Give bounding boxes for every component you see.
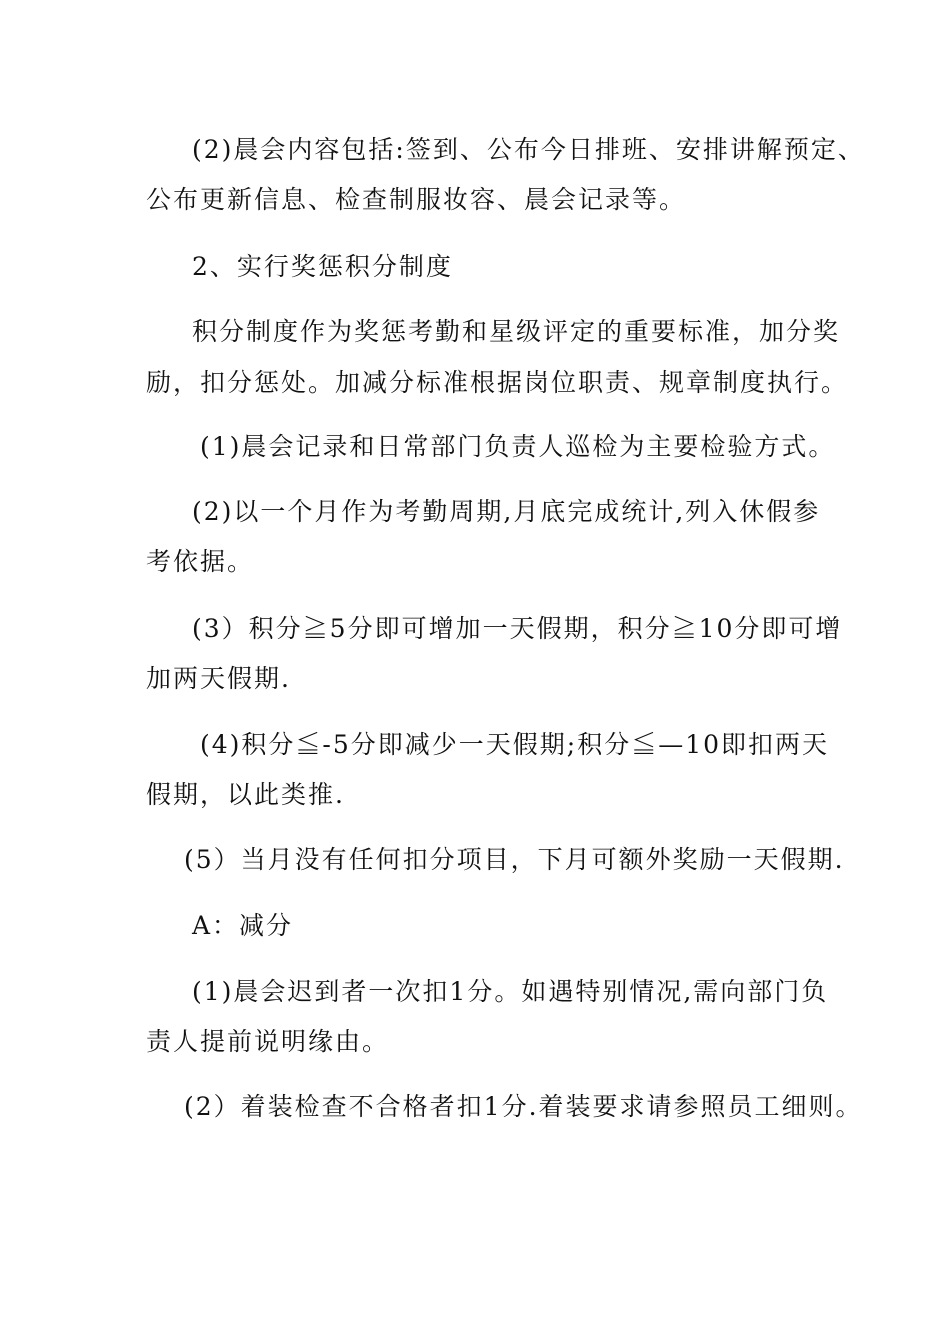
text-line: (5）当月没有任何扣分项目，下月可额外奖励一天假期. xyxy=(184,845,845,874)
text-line: (2)以一个月作为考勤周期,月底完成统计,列入休假参 xyxy=(192,497,821,526)
text-line: 励，扣分惩处。加减分标准根据岗位职责、规章制度执行。 xyxy=(146,368,849,397)
text-line: (4)积分≦-5分即减少一天假期;积分≦—10即扣两天 xyxy=(200,730,830,759)
text-line: 积分制度作为奖惩考勤和星级评定的重要标准，加分奖 xyxy=(192,317,841,346)
text-line: (2)晨会内容包括:签到、公布今日排班、安排讲解预定、 xyxy=(192,135,865,164)
text-line: 公布更新信息、检查制服妆容、晨会记录等。 xyxy=(146,185,687,214)
text-line: (3）积分≧5分即可增加一天假期，积分≧10分即可增 xyxy=(192,614,843,643)
text-line: 加两天假期. xyxy=(146,664,291,693)
text-line: (1)晨会迟到者一次扣1分。如遇特别情况,需向部门负 xyxy=(192,977,829,1006)
text-line: 假期，以此类推. xyxy=(146,780,345,809)
section-heading: 2、实行奖惩积分制度 xyxy=(192,252,453,281)
text-line: 考依据。 xyxy=(146,547,255,576)
text-line: (1)晨会记录和日常部门负责人巡检为主要检验方式。 xyxy=(200,432,836,461)
text-line: A：减分 xyxy=(192,911,294,940)
text-line: (2）着装检查不合格者扣1分.着装要求请参照员工细则。 xyxy=(184,1092,863,1121)
text-line: 责人提前说明缘由。 xyxy=(146,1027,390,1056)
